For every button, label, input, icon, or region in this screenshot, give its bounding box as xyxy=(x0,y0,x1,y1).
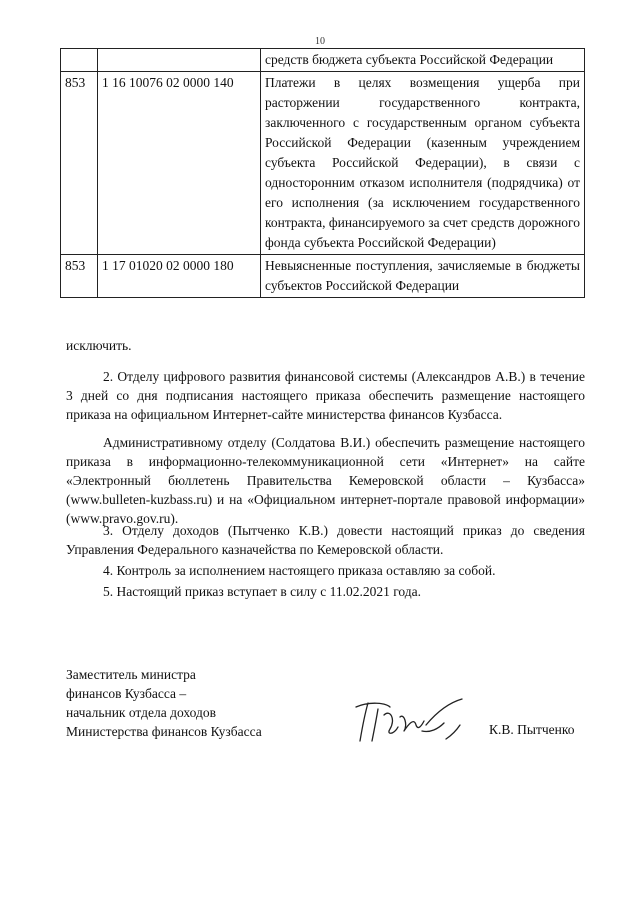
description-cell: средств бюджета субъекта Российской Федерации xyxy=(261,49,585,72)
signer-name: К.В. Пытченко xyxy=(489,722,575,737)
position-line: финансов Кузбасса – xyxy=(66,686,187,701)
description-cell: Невыясненные поступления, зачисляемые в бюджеты субъектов Российской Федерации xyxy=(261,255,585,298)
admin-code-cell: 853 xyxy=(61,72,98,255)
paragraph-5: 5. Настоящий приказ вступает в силу с 11.02.2021 года. xyxy=(103,584,421,599)
paragraph-2: 2. Отделу цифрового развития финансовой системы (Александров А.В.) в течение 3 дней со дня подписания настоящего приказа обеспечить размещение настоящего приказа на официальном Интернет-сайте министерства финансов Кузбасса. xyxy=(66,369,585,422)
table-row xyxy=(61,72,585,255)
handwritten-signature xyxy=(350,695,470,745)
position-line: Заместитель министра xyxy=(66,667,196,682)
exclude-paragraph: исключить. xyxy=(66,338,132,353)
signatory-position xyxy=(66,665,262,741)
revenue-codes-table xyxy=(60,48,585,298)
paragraph-3: 3. Отделу доходов (Пытченко К.В.) довести настоящий приказ до сведения Управления Федерального казначейства по Кемеровской области. xyxy=(66,523,585,557)
table-row xyxy=(61,49,585,72)
paragraph-4: 4. Контроль за исполнением настоящего приказа оставляю за собой. xyxy=(103,563,496,578)
admin-code-cell xyxy=(61,49,98,72)
kbk-code-cell xyxy=(98,49,261,72)
admin-code-cell: 853 xyxy=(61,255,98,298)
position-line: Министерства финансов Кузбасса xyxy=(66,724,262,739)
description-cell: Платежи в целях возмещения ущерба при расторжении государственного контракта, заключенного с государственным органом субъекта Российской Федерации (казенным учреждением субъекта Российской Федерации), в связи с односторонним отказом исполнителя (подрядчика) от его исполнения (за исключением государственного контракта, финансируемого за счет средств дорожного фонда субъекта Российской Федерации) xyxy=(261,72,585,255)
kbk-code-cell: 1 16 10076 02 0000 140 xyxy=(98,72,261,255)
table-row xyxy=(61,255,585,298)
paragraph-2-admin: Административному отделу (Солдатова В.И.) обеспечить размещение настоящего приказа в информационно-телекоммуникационной сети «Интернет» на сайте «Электронный бюллетень Правительства Кемеровской области – Кузбасса» (www.bulleten-kuzbass.ru) и на «Официальном интернет-портале правовой информации» (www.pravo.gov.ru). xyxy=(66,435,585,526)
position-line: начальник отдела доходов xyxy=(66,705,216,720)
page-number: 10 xyxy=(315,36,325,47)
kbk-code-cell: 1 17 01020 02 0000 180 xyxy=(98,255,261,298)
